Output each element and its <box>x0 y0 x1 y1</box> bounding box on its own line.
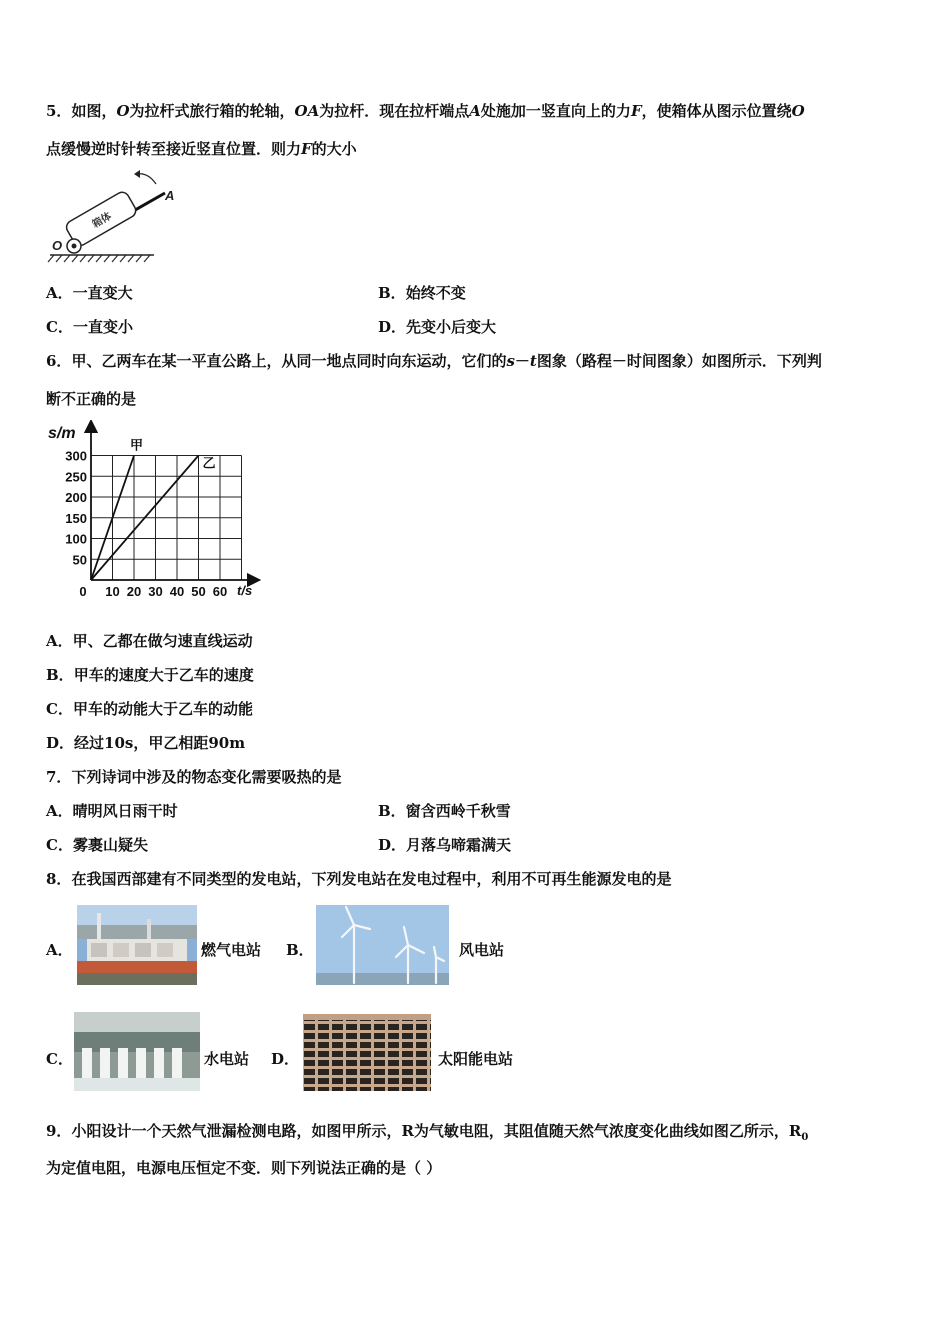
q7-option-a[interactable] <box>46 801 178 821</box>
option-text: 雾裹山疑失 <box>72 836 148 854</box>
q5-option-a[interactable] <box>46 283 133 303</box>
q8-stem <box>46 869 671 889</box>
q7-option-c[interactable] <box>46 835 148 855</box>
q6-stem-dash: － <box>514 352 530 370</box>
q9-stem-line1 <box>46 1121 808 1148</box>
option-text: 先变小后变大 <box>406 318 497 336</box>
x-tick-label: 10 <box>105 584 120 599</box>
q9-subscript: 0 <box>801 1132 809 1143</box>
option-key: C． <box>46 836 73 854</box>
q5-stem-OA: OA <box>294 102 320 120</box>
x-tick-label: 40 <box>169 584 185 599</box>
q6-stem-t: t <box>529 352 537 370</box>
q8-option-b-text: 风电站 <box>459 941 505 959</box>
option-key: A． <box>46 284 73 302</box>
y-tick-label: 300 <box>65 448 87 464</box>
option-text: 晴明风日雨干时 <box>72 802 178 820</box>
x-tick-label: 60 <box>212 584 228 599</box>
option-key: C． <box>46 318 73 336</box>
q6-stem-segment: 图象（路程－时间图象）如图所示．下列判 <box>536 352 822 370</box>
y-axis-label: s/m <box>48 425 76 442</box>
q6-stem-line1 <box>46 351 822 371</box>
option-text: 月落乌啼霜满天 <box>406 836 512 854</box>
chart-ticks <box>65 449 227 600</box>
q6-option-b[interactable] <box>46 665 254 685</box>
q6-stem-line2: 断不正确的是 <box>46 390 137 408</box>
q8-option-b-key[interactable]: B． <box>286 941 314 959</box>
series-label-jia: 甲 <box>130 437 144 453</box>
option-key: D． <box>46 734 75 752</box>
rotation-arrowhead <box>134 170 140 178</box>
q8-number: 8． <box>46 870 72 888</box>
y-tick-label: 200 <box>65 490 87 505</box>
q5-option-c[interactable] <box>46 317 133 337</box>
q5-stem-F: F <box>630 102 642 120</box>
option-text: 甲车的速度大于乙车的速度 <box>73 666 254 684</box>
q6-number: 6． <box>46 352 72 370</box>
option-key: D． <box>378 318 407 336</box>
ground-hatch <box>48 255 150 262</box>
q5-stem-segment: 如图， <box>71 102 117 120</box>
q6-stem-segment: 甲、乙两车在某一平直公路上，从同一地点同时向东运动，它们的 <box>71 352 507 370</box>
chart-grid <box>91 456 242 581</box>
solar-power-station-photo[interactable] <box>303 1014 431 1091</box>
q8-option-c-key[interactable]: C． <box>46 1050 73 1068</box>
q5-stem-segment: 点缓慢逆时针转至接近竖直位置．则力 <box>46 140 302 158</box>
q7-option-b[interactable] <box>378 801 511 821</box>
q5-stem-O2: O <box>791 102 805 120</box>
q6-option-c[interactable] <box>46 699 253 719</box>
q5-stem-segment: 为拉杆式旅行箱的轮轴， <box>129 102 295 120</box>
box-label: 箱体 <box>90 210 114 231</box>
y-tick-label: 100 <box>65 531 87 547</box>
x-tick-label: 30 <box>148 584 163 599</box>
x-tick-label: 50 <box>191 584 206 599</box>
option-key: D． <box>378 836 407 854</box>
x-tick-label: 20 <box>126 584 142 599</box>
q5-option-d[interactable] <box>378 317 496 337</box>
q9-number: 9． <box>46 1122 72 1140</box>
q7-number: 7． <box>46 768 72 786</box>
q8-stem-text: 在我国西部建有不同类型的发电站，下列发电站在发电过程中，利用不可再生能源发电的是 <box>71 870 672 888</box>
q7-stem <box>46 767 341 787</box>
q8-option-d-key[interactable]: D． <box>271 1050 300 1068</box>
q5-option-b[interactable] <box>378 283 466 303</box>
option-key: B． <box>378 802 406 820</box>
q8-option-a-key[interactable]: A． <box>46 941 73 959</box>
option-key: C． <box>46 700 73 718</box>
option-text: 甲车的动能大于乙车的动能 <box>72 700 253 718</box>
chart-series <box>91 438 216 581</box>
y-tick-label: 150 <box>65 510 87 526</box>
y-tick-label: 50 <box>72 552 87 568</box>
option-key: B． <box>378 284 406 302</box>
q9-stem-text: 小阳设计一个天然气泄漏检测电路，如图甲所示，R为气敏电阻，其阻值随天然气浓度变化曲线如图乙所示，R <box>71 1122 802 1140</box>
option-text: 窗含西岭千秋雪 <box>405 802 511 820</box>
q9-stem-line2: 为定值电阻，电源电压恒定不变．则下列说法正确的是（ ） <box>46 1159 442 1177</box>
gas-power-station-photo[interactable] <box>77 905 197 985</box>
option-text: 始终不变 <box>405 284 466 302</box>
q5-suitcase-figure <box>44 166 184 264</box>
y-tick-label: 250 <box>65 469 87 485</box>
option-text: 一直变大 <box>72 284 133 302</box>
point-a-label: A <box>165 188 175 203</box>
chart-axes <box>91 426 254 580</box>
q7-option-d[interactable] <box>378 835 511 855</box>
series-label-yi: 乙 <box>202 455 216 471</box>
st-chart <box>44 420 264 605</box>
x-tick-label: 0 <box>79 584 87 599</box>
option-text: 甲、乙都在做匀速直线运动 <box>72 632 253 650</box>
point-o-label: O <box>52 238 63 253</box>
option-key: B． <box>46 666 74 684</box>
q5-number: 5． <box>46 102 72 120</box>
q5-stem-segment: 处施加一竖直向上的力 <box>480 102 631 120</box>
option-key: A． <box>46 632 73 650</box>
wheel-hub <box>72 244 77 249</box>
q5-stem-A: A <box>469 102 481 120</box>
option-text: 经过10s，甲乙相距90m <box>74 734 246 752</box>
q5-stem-F2: F <box>301 140 312 158</box>
q8-option-c-text: 水电站 <box>204 1050 250 1068</box>
q6-option-d[interactable] <box>46 733 245 753</box>
q8-option-d-text: 太阳能电站 <box>438 1050 514 1068</box>
x-axis-label: t/s <box>237 583 253 598</box>
q5-stem-O: O <box>116 102 130 120</box>
q6-stem-s: s <box>506 352 515 370</box>
q5-stem-segment: ，使箱体从图示位置绕 <box>641 102 792 120</box>
q5-stem-line1 <box>46 101 805 121</box>
option-key: A． <box>46 802 73 820</box>
q5-stem-segment: 为拉杆．现在拉杆端点 <box>319 102 470 120</box>
q5-stem-segment: 的大小 <box>311 140 357 158</box>
q8-option-a-text: 燃气电站 <box>201 941 262 959</box>
q6-option-a[interactable] <box>46 631 253 651</box>
q7-stem-text: 下列诗词中涉及的物态变化需要吸热的是 <box>71 768 342 786</box>
q5-stem-line2 <box>46 139 357 159</box>
hydro-power-station-photo[interactable] <box>74 1012 200 1091</box>
option-text: 一直变小 <box>72 318 133 336</box>
wind-power-station-photo[interactable] <box>316 905 449 985</box>
